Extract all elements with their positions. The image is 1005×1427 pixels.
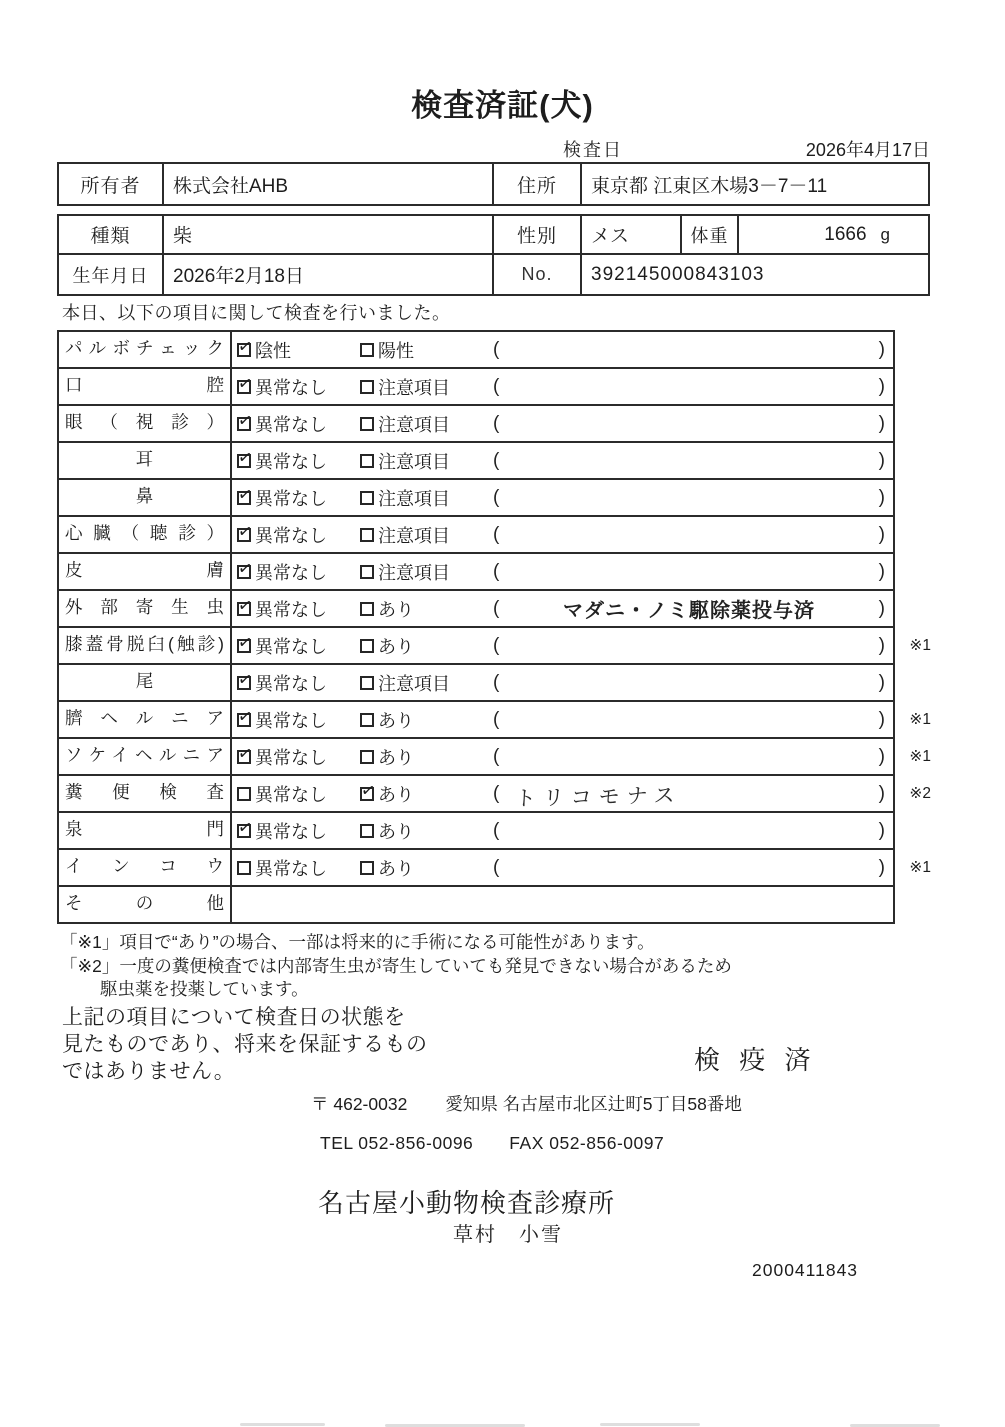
- checkbox-option: [232, 855, 360, 881]
- exam-row: [57, 850, 931, 887]
- exam-item-label: 膝蓋骨脱臼(触診): [59, 628, 232, 663]
- checkbox-option: [232, 411, 360, 437]
- weight-cell: [739, 216, 928, 253]
- option-label: あり: [378, 710, 414, 731]
- checkbox-unchecked: [360, 380, 374, 394]
- remarks-field: [493, 487, 893, 509]
- exam-item-label: 尾: [59, 665, 232, 700]
- option-label: 注意項目: [378, 673, 450, 694]
- checkbox-checked: [236, 483, 254, 505]
- option-label: 異常なし: [255, 710, 327, 731]
- remarks-value: [499, 534, 878, 535]
- check-mark-icon: ✓: [236, 372, 254, 394]
- breed-label: 種類: [59, 216, 164, 253]
- exam-row: [57, 443, 895, 480]
- footnote-ref: ※1: [909, 748, 931, 765]
- exam-item-label: その他: [59, 887, 232, 922]
- checkbox-unchecked: [360, 454, 374, 468]
- exam-item-label: 糞便検査: [59, 776, 232, 811]
- open-paren: (: [493, 708, 500, 730]
- option-label: 注意項目: [378, 414, 450, 435]
- check-mark-icon: ✓: [236, 409, 254, 431]
- option-label: 異常なし: [255, 599, 327, 620]
- clinic-contact-line: [320, 1133, 664, 1154]
- checkbox-checked: [359, 779, 377, 801]
- disclaimer-line-2: 見たものであり、将来を保証するもの: [62, 1033, 428, 1056]
- checkbox-checked: [236, 335, 254, 357]
- check-mark-icon: ✓: [236, 557, 254, 579]
- owner-table: [57, 162, 930, 206]
- open-paren: (: [493, 634, 500, 656]
- exam-item-label: 臍ヘルニア: [59, 702, 232, 737]
- footnote-2: 「※2」一度の糞便検査では内部寄生虫が寄生していても発見できない場合があるため: [60, 956, 732, 976]
- exam-row-content: [232, 665, 893, 700]
- checkbox-option: [232, 374, 360, 400]
- close-paren: ): [878, 708, 885, 730]
- exam-results-table: [57, 330, 931, 924]
- option-label: 注意項目: [378, 488, 450, 509]
- exam-row-content: [232, 591, 893, 626]
- option-label: 異常なし: [255, 821, 327, 842]
- checkbox-checked: [236, 816, 254, 838]
- option-label: 異常なし: [255, 525, 327, 546]
- remarks-field: [493, 820, 893, 842]
- close-paren: ): [878, 523, 885, 545]
- certificate-no-value: 392145000843103: [591, 263, 765, 285]
- checkbox-unchecked: [360, 417, 374, 431]
- clinic-address-line: [311, 1091, 742, 1116]
- option-label: 注意項目: [378, 562, 450, 583]
- option-label: あり: [378, 636, 414, 657]
- disclaimer-line-3: ではありません。: [62, 1060, 236, 1083]
- close-paren: ): [878, 597, 885, 619]
- open-paren: (: [493, 597, 500, 619]
- scan-artifact: [600, 1423, 700, 1426]
- checkbox-unchecked: [360, 676, 374, 690]
- footnote-ref: ※2: [909, 785, 931, 802]
- checkbox-option: [232, 633, 360, 659]
- close-paren: ): [878, 338, 885, 360]
- remarks-field: [493, 635, 893, 657]
- check-mark-icon: ✓: [236, 594, 254, 616]
- close-paren: ): [878, 486, 885, 508]
- clinic-postal-code: 〒 462-0032: [311, 1094, 408, 1114]
- exam-row: [57, 665, 895, 702]
- checkbox-option: [232, 707, 360, 733]
- remarks-field: [493, 561, 893, 583]
- exam-row: [57, 554, 895, 591]
- exam-row: [57, 702, 931, 739]
- remarks-value: [499, 719, 878, 720]
- open-paren: (: [493, 486, 500, 508]
- option-label: 異常なし: [255, 377, 327, 398]
- exam-row-content: [232, 887, 893, 922]
- pet-info-row-2: [59, 255, 928, 294]
- exam-row-content: [232, 517, 893, 552]
- footnote-ref: ※1: [909, 859, 931, 876]
- open-paren: (: [493, 560, 500, 582]
- open-paren: (: [493, 338, 500, 360]
- remarks-value: [499, 571, 878, 572]
- checkbox-option: [360, 559, 493, 585]
- remarks-field: [493, 450, 893, 472]
- remarks-field: [493, 709, 893, 731]
- close-paren: ): [878, 819, 885, 841]
- option-label: 異常なし: [255, 858, 327, 879]
- option-label: 異常なし: [255, 747, 327, 768]
- exam-row: [57, 480, 895, 517]
- scan-artifact: [240, 1423, 325, 1426]
- checkbox-option: [360, 374, 493, 400]
- exam-row: [57, 776, 931, 813]
- close-paren: ): [878, 782, 885, 804]
- breed-value: 柴: [164, 216, 494, 253]
- exam-row: [57, 887, 895, 924]
- open-paren: (: [493, 523, 500, 545]
- exam-item-label: パルボチェック: [59, 332, 232, 367]
- checkbox-checked: [236, 668, 254, 690]
- open-paren: (: [493, 671, 500, 693]
- open-paren: (: [493, 819, 500, 841]
- option-label: 異常なし: [255, 784, 327, 805]
- exam-item-label: 鼻: [59, 480, 232, 515]
- owner-value: 株式会社AHB: [164, 164, 494, 204]
- checkbox-option: [232, 670, 360, 696]
- close-paren: ): [878, 671, 885, 693]
- remarks-value: [499, 497, 878, 498]
- checkbox-unchecked: [360, 639, 374, 653]
- checkbox-unchecked: [360, 824, 374, 838]
- remarks-value: [499, 423, 878, 424]
- checkbox-checked: [236, 409, 254, 431]
- checkbox-option: [360, 707, 493, 733]
- exam-item-label: 皮膚: [59, 554, 232, 589]
- checkbox-unchecked: [237, 861, 251, 875]
- exam-row: [57, 406, 895, 443]
- exam-row-content: [232, 628, 893, 663]
- clinic-name: 名古屋小動物検査診療所: [318, 1188, 616, 1218]
- checkbox-option: [360, 522, 493, 548]
- check-mark-icon: ✓: [236, 705, 254, 727]
- remarks-value: [499, 682, 878, 683]
- address-value: 東京都 江東区木場3－7－11: [591, 175, 828, 197]
- exam-row-content: [232, 406, 893, 441]
- footnote-1: 「※1」項目で“あり”の場合、一部は将来的に手術になる可能性があります。: [60, 932, 655, 952]
- close-paren: ): [878, 856, 885, 878]
- checkbox-unchecked: [360, 343, 374, 357]
- disclaimer-line-1: 上記の項目について検査日の状態を: [62, 1006, 406, 1029]
- checkbox-unchecked: [360, 602, 374, 616]
- checkbox-option: [360, 633, 493, 659]
- checkbox-option: [360, 855, 493, 881]
- remarks-field: [493, 524, 893, 546]
- exam-row: [57, 517, 895, 554]
- checkbox-unchecked: [360, 565, 374, 579]
- checkbox-option: [360, 411, 493, 437]
- address-label: 住所: [494, 164, 582, 204]
- footnote-ref: ※1: [909, 637, 931, 654]
- remarks-value: [499, 756, 878, 757]
- checkbox-unchecked: [360, 861, 374, 875]
- open-paren: (: [493, 782, 500, 804]
- close-paren: ): [878, 375, 885, 397]
- option-label: 異常なし: [255, 414, 327, 435]
- checkbox-checked: [236, 631, 254, 653]
- owner-label: 所有者: [59, 164, 164, 204]
- option-label: あり: [378, 599, 414, 620]
- check-mark-icon: ✓: [359, 779, 377, 801]
- pet-info-table: [57, 214, 930, 296]
- check-mark-icon: ✓: [236, 668, 254, 690]
- exam-item-label: ソケイヘルニア: [59, 739, 232, 774]
- exam-row: [57, 813, 895, 850]
- open-paren: (: [493, 745, 500, 767]
- exam-row: [57, 739, 931, 776]
- exam-item-label: 口腔: [59, 369, 232, 404]
- checkbox-option: [360, 670, 493, 696]
- clinic-tel: TEL 052-856-0096: [320, 1133, 474, 1153]
- remarks-value: [499, 349, 878, 350]
- option-label: あり: [378, 821, 414, 842]
- checkbox-option: [232, 596, 360, 622]
- option-label: 異常なし: [255, 488, 327, 509]
- remarks-field: [493, 413, 893, 435]
- checkbox-option: [360, 448, 493, 474]
- check-mark-icon: ✓: [236, 520, 254, 542]
- checkbox-option: [232, 818, 360, 844]
- check-mark-icon: ✓: [236, 816, 254, 838]
- sex-label: 性別: [494, 216, 582, 253]
- footnote-2-continued: 駆虫薬を投薬しています。: [100, 979, 309, 999]
- exam-row-content: [232, 554, 893, 589]
- weight-unit: g: [880, 224, 890, 244]
- option-label: 異常なし: [255, 673, 327, 694]
- close-paren: ): [878, 745, 885, 767]
- checkbox-option: [360, 485, 493, 511]
- checkbox-option: [232, 559, 360, 585]
- exam-row: [57, 628, 931, 665]
- checkbox-option: [232, 744, 360, 770]
- remarks-value: [499, 645, 878, 646]
- exam-row-content: [232, 369, 893, 404]
- checkbox-checked: [236, 705, 254, 727]
- checkbox-option: [360, 596, 493, 622]
- exam-row: [57, 332, 895, 369]
- check-mark-icon: ✓: [236, 742, 254, 764]
- option-label: あり: [378, 747, 414, 768]
- disclaimer-text: [62, 1004, 428, 1085]
- remarks-field: [493, 339, 893, 361]
- exam-item-label: 耳: [59, 443, 232, 478]
- remarks-value: マダニ・ノミ駆除薬投与済: [563, 600, 815, 622]
- exam-row-content: [232, 332, 893, 367]
- option-label: 異常なし: [255, 562, 327, 583]
- clinic-address: 愛知県 名古屋市北区辻町5丁目58番地: [445, 1094, 742, 1114]
- checkbox-checked: [236, 594, 254, 616]
- option-label: 異常なし: [255, 636, 327, 657]
- inspection-date-value: 2026年4月17日: [805, 140, 930, 160]
- option-label: 注意項目: [378, 377, 450, 398]
- exam-row: [57, 369, 895, 406]
- checkbox-unchecked: [360, 713, 374, 727]
- option-label: 陰性: [255, 340, 291, 361]
- checkbox-option: [360, 818, 493, 844]
- exam-row-content: [232, 850, 893, 885]
- birthdate-value: 2026年2月18日: [164, 255, 494, 294]
- checkbox-option: [360, 781, 493, 807]
- sex-value: メス: [582, 216, 682, 253]
- open-paren: (: [493, 449, 500, 471]
- exam-item-label: インコウ: [59, 850, 232, 885]
- close-paren: ): [878, 634, 885, 656]
- checkbox-option: [232, 781, 360, 807]
- checkbox-unchecked: [360, 750, 374, 764]
- checkbox-option: [360, 337, 493, 363]
- exam-item-label: 外部寄生虫: [59, 591, 232, 626]
- option-label: 注意項目: [378, 525, 450, 546]
- exam-row-content: [232, 443, 893, 478]
- inspection-date-label: 検査日: [563, 140, 623, 160]
- close-paren: ): [878, 560, 885, 582]
- remarks-value: [499, 460, 878, 461]
- exam-row-content: [232, 776, 893, 811]
- checkbox-option: [360, 744, 493, 770]
- option-label: 陽性: [378, 340, 414, 361]
- close-paren: ): [878, 412, 885, 434]
- option-label: 異常なし: [255, 451, 327, 472]
- remarks-value: [499, 830, 878, 831]
- clinic-fax: FAX 052-856-0097: [509, 1133, 665, 1153]
- check-mark-icon: ✓: [236, 631, 254, 653]
- remarks-field: [493, 594, 893, 623]
- serial-number: 2000411843: [752, 1260, 859, 1280]
- owner-row: [59, 164, 928, 204]
- checkbox-checked: [236, 520, 254, 542]
- check-mark-icon: ✓: [236, 446, 254, 468]
- remarks-field: [493, 672, 893, 694]
- option-label: あり: [378, 784, 414, 805]
- footnote-ref: ※1: [909, 711, 931, 728]
- weight-label: 体重: [682, 216, 739, 253]
- remarks-field: [493, 857, 893, 879]
- check-mark-icon: ✓: [236, 483, 254, 505]
- exam-item-label: 泉門: [59, 813, 232, 848]
- remarks-value: [499, 867, 878, 868]
- remarks-field: [493, 746, 893, 768]
- check-mark-icon: ✓: [236, 335, 254, 357]
- close-paren: ): [878, 449, 885, 471]
- remarks-value: トリコモナス: [514, 783, 683, 811]
- exam-item-label: 眼（視診）: [59, 406, 232, 441]
- checkbox-option: [232, 522, 360, 548]
- open-paren: (: [493, 375, 500, 397]
- checkbox-checked: [236, 372, 254, 394]
- remarks-field: [493, 779, 893, 809]
- remarks-field: [493, 376, 893, 398]
- checkbox-unchecked: [360, 528, 374, 542]
- certificate-no-label: No.: [494, 255, 582, 294]
- checkbox-unchecked: [237, 787, 251, 801]
- open-paren: (: [493, 412, 500, 434]
- page-title: 検査済証(犬): [411, 88, 594, 123]
- exam-row-content: [232, 480, 893, 515]
- exam-row-content: [232, 702, 893, 737]
- exam-item-label: 心臓（聴診）: [59, 517, 232, 552]
- checkbox-unchecked: [360, 491, 374, 505]
- exam-statement: 本日、以下の項目に関して検査を行いました。: [62, 303, 451, 323]
- option-label: 注意項目: [378, 451, 450, 472]
- checkbox-option: [232, 485, 360, 511]
- exam-row-content: [232, 813, 893, 848]
- checkbox-checked: [236, 446, 254, 468]
- pet-info-row-1: [59, 216, 928, 255]
- exam-row: [57, 591, 895, 628]
- checkbox-option: [232, 448, 360, 474]
- weight-value: 1666: [824, 223, 867, 245]
- quarantine-passed-stamp: 検 疫 済: [694, 1045, 817, 1075]
- veterinarian-name: 草村 小雪: [453, 1224, 563, 1246]
- checkbox-option: [232, 337, 360, 363]
- checkbox-checked: [236, 742, 254, 764]
- checkbox-checked: [236, 557, 254, 579]
- remarks-value: [499, 386, 878, 387]
- open-paren: (: [493, 856, 500, 878]
- birthdate-label: 生年月日: [59, 255, 164, 294]
- exam-row-content: [232, 739, 893, 774]
- option-label: あり: [378, 858, 414, 879]
